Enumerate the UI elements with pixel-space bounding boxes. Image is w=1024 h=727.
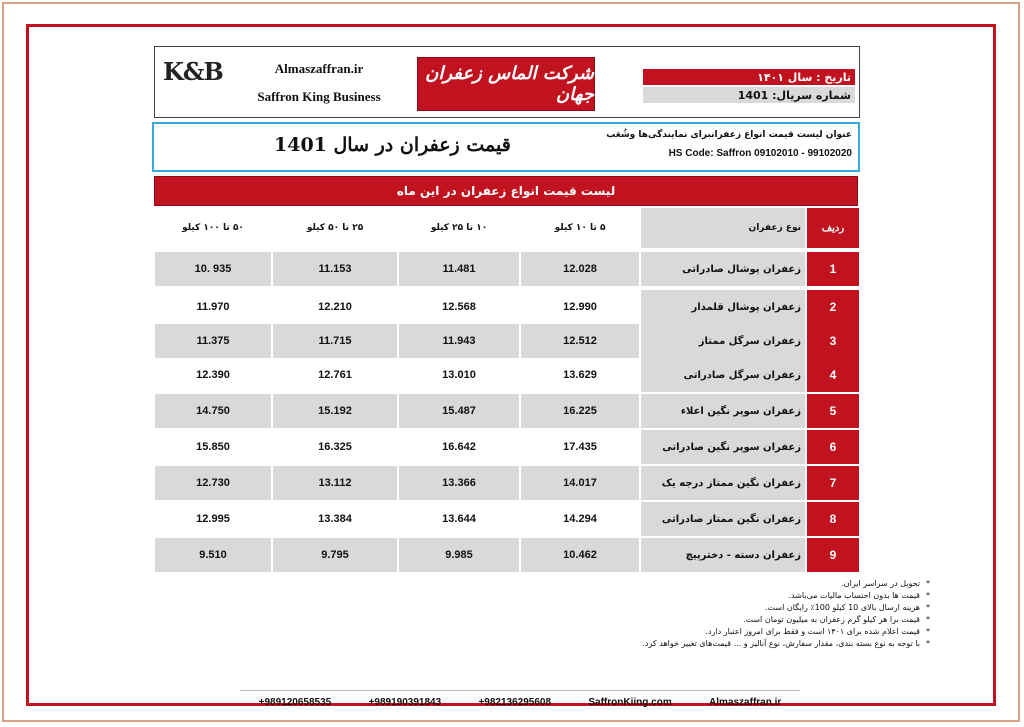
note-item: *قیمت برا هر کیلو گرم زعفران به میلیون تومان است. bbox=[742, 615, 930, 624]
saffron-type: زعفران پوشال صادراتی bbox=[641, 252, 805, 286]
table-row bbox=[155, 538, 859, 572]
price-c2: 13.010 bbox=[442, 369, 476, 381]
table-row bbox=[155, 430, 859, 464]
price-c4: 12.730 bbox=[155, 466, 271, 500]
page-title: قیمت زعفران در سال 1401 bbox=[274, 134, 511, 156]
price-c1: 14.294 bbox=[563, 513, 597, 525]
note-item: *تحویل در سراسر ایران. bbox=[841, 579, 930, 588]
price-c4: 11.970 bbox=[196, 301, 230, 313]
table-row bbox=[155, 290, 859, 324]
note-item: *هزینه ارسال بالای 10 کیلو 100٪ رایگان است. bbox=[764, 603, 930, 612]
price-c3: 11.153 bbox=[273, 252, 397, 286]
title-box bbox=[152, 122, 860, 172]
row-index: 2 bbox=[807, 290, 859, 324]
saffron-type: زعفران پوشال قلمدار bbox=[641, 290, 805, 324]
header-type: نوع زعفران bbox=[641, 208, 805, 248]
table-row bbox=[155, 324, 859, 358]
notes-list bbox=[600, 578, 930, 650]
price-c3: 13.112 bbox=[273, 466, 397, 500]
note-item: *قیمت ها بدون احتساب مالیات می‌باشد. bbox=[788, 591, 930, 600]
price-c3: 9.795 bbox=[273, 538, 397, 572]
saffron-type: زعفران نگین ممتاز درجه یک bbox=[641, 466, 805, 500]
serial-label: شماره سریال: 1401 bbox=[643, 87, 855, 103]
footer-contacts bbox=[240, 690, 800, 714]
price-c2: 11.481 bbox=[399, 252, 519, 286]
hs-code: HS Code: Saffron 09102010 - 99102020 bbox=[668, 148, 852, 159]
price-c4: 12.390 bbox=[196, 369, 230, 381]
price-c2: 15.487 bbox=[399, 394, 519, 428]
footer-website-1[interactable]: SaffronKiing.com bbox=[588, 697, 672, 708]
note-item: *با توجه به نوع بسته بندی، مقدار سفارش، نوع آنالیز و ... قیمت‌های تغییر خواهد کرد. bbox=[642, 639, 930, 648]
table-row bbox=[155, 394, 859, 428]
price-c2: 12.568 bbox=[442, 301, 476, 313]
date-label: تاریخ : سال ۱۴۰۱ bbox=[643, 69, 855, 85]
row-index: 7 bbox=[807, 466, 859, 500]
price-c1: 17.435 bbox=[563, 441, 597, 453]
header-index: ردیف bbox=[807, 208, 859, 248]
footer-phone-3[interactable]: +982136295608 bbox=[478, 697, 552, 708]
row-index: 9 bbox=[807, 538, 859, 572]
footer-website-2[interactable]: Almaszaffran.ir bbox=[709, 697, 782, 708]
price-c4: 15.850 bbox=[196, 441, 230, 453]
price-c3: 11.715 bbox=[273, 324, 397, 358]
list-subtitle: عنوان لیست قیمت انواع زعفرانبرای نمایندگی‌ها وشُعَب bbox=[606, 130, 852, 140]
price-c2: 13.644 bbox=[442, 513, 476, 525]
table-row bbox=[155, 358, 859, 392]
saffron-type: زعفران سرگل صادراتی bbox=[641, 358, 805, 392]
price-c2: 11.943 bbox=[399, 324, 519, 358]
price-c1: 12.512 bbox=[521, 324, 639, 358]
footer-phone-1[interactable]: +989120658535 bbox=[258, 697, 332, 708]
saffron-type: زعفران نگین ممتاز صادراتی bbox=[641, 502, 805, 536]
logo bbox=[163, 57, 223, 105]
brand-banner bbox=[417, 57, 595, 111]
table-row bbox=[155, 252, 859, 286]
row-index: 1 bbox=[807, 252, 859, 286]
row-index: 8 bbox=[807, 502, 859, 536]
header-c4: ۵۰ تا ۱۰۰ کیلو bbox=[182, 223, 244, 233]
logo-text: K&B bbox=[163, 57, 223, 86]
footer-phone-2[interactable]: +989190391843 bbox=[368, 697, 442, 708]
saffron-type: زعفران سوپر نگین صادراتی bbox=[641, 430, 805, 464]
price-c1: 10.462 bbox=[521, 538, 639, 572]
price-c2: 16.642 bbox=[442, 441, 476, 453]
document-header bbox=[154, 46, 860, 118]
row-index: 6 bbox=[807, 430, 859, 464]
brand-name: شرکت الماس زعفران جهان bbox=[425, 63, 594, 105]
header-c2: ۱۰ تا ۲۵ کیلو bbox=[430, 223, 488, 233]
table-title: لیست قیمت انواع زعفران در این ماه bbox=[154, 176, 858, 206]
note-item: *قیمت اعلام شده برای ۱۴۰۱ است و فقط برای امروز اعتبار دارد. bbox=[705, 627, 930, 636]
header-c3: ۲۵ تا ۵۰ کیلو bbox=[306, 223, 364, 233]
saffron-type: زعفران سرگل ممتاز bbox=[641, 324, 805, 358]
price-c3: 15.192 bbox=[273, 394, 397, 428]
price-c1: 14.017 bbox=[521, 466, 639, 500]
price-c4: 11.375 bbox=[155, 324, 271, 358]
price-c2: 13.366 bbox=[399, 466, 519, 500]
price-c4: 14.750 bbox=[155, 394, 271, 428]
saffron-type: زعفران سوپر نگین اعلاء bbox=[641, 394, 805, 428]
subtitle-info bbox=[606, 130, 852, 159]
table-header-row bbox=[155, 208, 859, 248]
header-c1: ۵ تا ۱۰ کیلو bbox=[554, 223, 606, 233]
row-index: 5 bbox=[807, 394, 859, 428]
company-name: Saffron King Business bbox=[257, 89, 381, 104]
price-c1: 16.225 bbox=[521, 394, 639, 428]
price-c4: 10. 935 bbox=[155, 252, 271, 286]
price-c3: 12.761 bbox=[318, 369, 352, 381]
row-index: 3 bbox=[807, 324, 859, 358]
price-c1: 12.990 bbox=[563, 301, 597, 313]
price-c2: 9.985 bbox=[399, 538, 519, 572]
row-index: 4 bbox=[807, 358, 859, 392]
price-c3: 13.384 bbox=[318, 513, 352, 525]
price-c4: 12.995 bbox=[196, 513, 230, 525]
price-c3: 16.325 bbox=[318, 441, 352, 453]
table-row bbox=[155, 466, 859, 500]
date-serial-box bbox=[643, 69, 855, 103]
price-c3: 12.210 bbox=[318, 301, 352, 313]
table-row bbox=[155, 502, 859, 536]
price-c1: 12.028 bbox=[521, 252, 639, 286]
saffron-type: زعفران دسته - دخترپیچ bbox=[641, 538, 805, 572]
price-c4: 9.510 bbox=[155, 538, 271, 572]
price-c1: 13.629 bbox=[563, 369, 597, 381]
company-site: Almaszaffran.ir bbox=[274, 61, 364, 76]
company-info bbox=[239, 61, 399, 105]
